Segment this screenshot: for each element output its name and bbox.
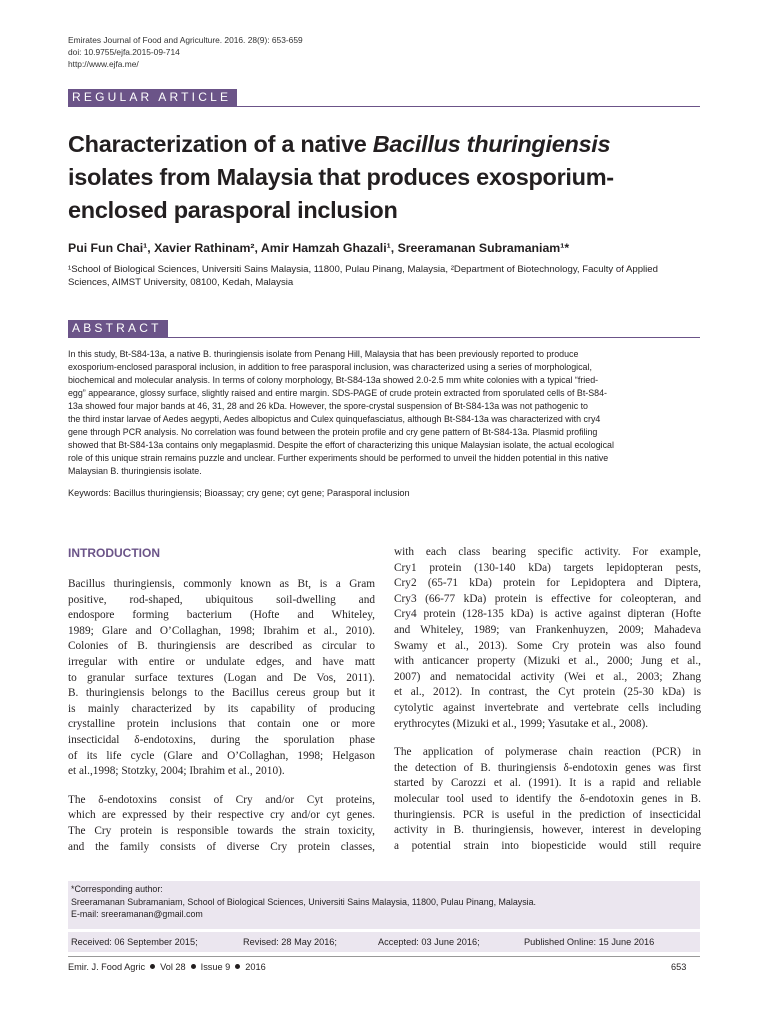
body-line: The application of polymerase chain reaction (PCR) in: [394, 746, 701, 759]
title-line-3: enclosed parasporal inclusion: [68, 197, 398, 223]
body-line: activity in B. thuringiensis, however, interest in developing: [394, 824, 701, 837]
abstract-line: exosporium-enclosed parasporal inclusion, in addition to free parasporal inclusion, was characterized using a series of morphological,: [68, 362, 592, 372]
bullet-icon: [235, 964, 240, 969]
abstract-line: role of this unique strain remains puzzle and unclear. Further experiments should be performed to unveil the hidden potential in this native: [68, 453, 609, 463]
body-line: Cry2 (65-71 kDa) protein for Lepidoptera and Diptera,: [394, 577, 701, 590]
body-line: the detection of B. thuringiensis δ-endotoxin genes was first: [394, 761, 701, 774]
body-line: of its life cycle (Glare and O’Collaghan, 1998; Helgason: [68, 749, 375, 762]
revised-date: Revised: 28 May 2016;: [243, 937, 337, 947]
body-line: et al.,1998; Stotzky, 2004; Ibrahim et al., 2010).: [68, 765, 285, 778]
body-line: The δ-endotoxins consist of Cry and/or Cyt proteins,: [68, 793, 375, 806]
journal-header: [68, 34, 303, 70]
left-column: [68, 577, 375, 855]
published-date: Published Online: 15 June 2016: [524, 937, 655, 947]
abstract-line: gene through PCR analysis. No correlation was found between the protein profile and cry gene pattern of Bt-S84-13a. Plasmid profiling: [68, 427, 598, 437]
correspondence-box: [68, 881, 700, 929]
body-line: with anticancer property (Mizuki et al., 2000; Jung et al.,: [394, 655, 701, 668]
body-line: insecticidal δ-endotoxins, during the sporulation phase: [68, 733, 375, 746]
body-line: is mainly characterized by its capability of producing: [68, 702, 375, 715]
accepted-date: Accepted: 03 June 2016;: [378, 937, 480, 947]
body-line: started by Carozzi et al. (1991). It is a rapid and reliable: [394, 777, 701, 790]
journal-citation: Emirates Journal of Food and Agriculture. 2016. 28(9): 653-659: [68, 35, 303, 45]
footer-issue: Issue 9: [200, 962, 231, 972]
body-line: B. thuringiensis belongs to the Bacillus cereus group but it: [68, 687, 375, 700]
title-species-name: Bacillus thuringiensis: [372, 131, 611, 157]
correspondence-email[interactable]: E-mail: sreeramanan@gmail.com: [71, 909, 203, 919]
affiliation-line: Sciences, AIMST University, 08100, Kedah, Malaysia: [68, 277, 294, 288]
article-title: [68, 128, 708, 227]
body-line: 1989; Glare and O’Collaghan, 1998; Ibrahim et al., 2010).: [68, 624, 375, 637]
title-line-1: [68, 128, 708, 161]
abstract-line: In this study, Bt-S84-13a, a native B. thuringiensis isolate from Penang Hill, Malaysia that has been previously reported to produce: [68, 349, 579, 359]
bullet-icon: [150, 964, 155, 969]
body-line: irregular with entire or undulate edges, and have matt: [68, 655, 375, 668]
body-line: crystalline protein inclusions that contain one or more: [68, 718, 375, 731]
body-line: and Whiteley, 1989; van Frankenhuyzen, 2009; Mahadeva: [394, 623, 701, 636]
journal-url[interactable]: http://www.ejfa.me/: [68, 59, 139, 69]
journal-doi: doi: 10.9755/ejfa.2015-09-714: [68, 47, 180, 57]
body-line: and the family consists of diverse Cry protein classes,: [68, 840, 375, 853]
abstract-line: egg” appearance, glossy surface, slightly raised and entire margin. SDS-PAGE of crude protein extracted from sporulated cells of Bt-S84-: [68, 388, 608, 398]
article-type-bar: [68, 89, 700, 107]
body-line: 2007) and nematocidal activity (Wei et al., 2003; Zhang: [394, 670, 701, 683]
footer-divider: [68, 956, 700, 957]
body-line: molecular tool used to identify the δ-endotoxin genes in B.: [394, 792, 701, 805]
body-line: cytolytic against invertebrate and vertebrate cells including: [394, 701, 701, 714]
right-column: [394, 545, 701, 854]
body-line: endospore forming bacterium (Hofte and Whiteley,: [68, 609, 375, 622]
footer-citation: [68, 962, 266, 972]
body-line: Colonies of B. thuringiensis are described as circular to: [68, 640, 375, 653]
body-line: Swamy et al., 2013). Some Cry protein was also found: [394, 639, 701, 652]
body-line: positive, rod-shaped, ubiquitous soil-dwelling and: [68, 593, 375, 606]
abstract-line: showed that Bt-S84-13a contains only megaplasmid. Despite the effort of characterizing this unique Malaysian isolate, the actual ecological: [68, 440, 614, 450]
body-line: Cry1 protein (130-140 kDa) targets lepidopteran pests,: [394, 561, 701, 574]
abstract-line: the third instar larvae of Aedes aegypti, Aedes albopictus and Culex quinquefasciatus, although Bt-S84-13a was characterized with cry4: [68, 414, 601, 424]
footer-journal: Emir. J. Food Agric: [68, 962, 146, 972]
abstract-line: biochemical and molecular analysis. In terms of colony morphology, Bt-S84-13a showed 2.0-2.5 mm white colonies with a typical “fried-: [68, 375, 599, 385]
body-line: Cry4 protein (128-135 kDa) is active against dipteran (Hofte: [394, 608, 701, 621]
abstract-label: ABSTRACT: [68, 320, 168, 337]
dates-box: [68, 932, 700, 952]
footer-year: 2016: [245, 962, 266, 972]
keywords: Keywords: Bacillus thuringiensis; Bioassay; cry gene; cyt gene; Parasporal inclusion: [68, 488, 410, 498]
abstract-line: Malaysian B. thuringiensis isolate.: [68, 466, 202, 476]
affiliation-line: ¹School of Biological Sciences, Universiti Sains Malaysia, 11800, Pulau Pinang, Malaysia, ²Department of Biotechnology, Faculty of Applied: [68, 264, 658, 275]
title-line-1-text: Characterization of a native: [68, 131, 373, 157]
abstract-body: [68, 348, 700, 478]
affiliations: [68, 263, 700, 289]
article-type-label: REGULAR ARTICLE: [68, 89, 237, 106]
body-line: which are expressed by their respective cry and/or cyt genes.: [68, 809, 375, 822]
page-number: 653: [671, 962, 687, 972]
abstract-bar: [68, 320, 700, 338]
title-line-2: isolates from Malaysia that produces exosporium-: [68, 164, 614, 190]
body-line: erythrocytes (Mizuki et al., 1999; Yasutake et al., 2008).: [394, 717, 649, 730]
body-line: to granular surface textures (Logan and De Vos, 2011).: [68, 671, 375, 684]
body-line: thuringiensis. PCR is useful in the prediction of insecticidal: [394, 808, 701, 821]
body-line: The Cry protein is responsible towards the strain toxicity,: [68, 824, 375, 837]
author-list: Pui Fun Chai¹, Xavier Rathinam², Amir Hamzah Ghazali¹, Sreeramanan Subramaniam¹*: [68, 241, 570, 255]
introduction-heading: INTRODUCTION: [68, 546, 160, 560]
abstract-line: 13a showed four major bands at 46, 31, 28 and 26 kDa. However, the spore-crystal suspension of Bt-S84-13a was not pathogenic to: [68, 401, 588, 411]
body-line: a potential strain into biopesticide would still require: [394, 839, 701, 852]
body-line: with each class bearing specific activity. For example,: [394, 546, 701, 558]
body-line: Cry3 (66-77 kDa) protein is effective for coleopteran, and: [394, 592, 701, 605]
body-line: et al., 2012). In contrast, the Cyt protein (25-30 kDa) is: [394, 686, 701, 699]
correspondence-label: *Corresponding author:: [71, 884, 163, 894]
bullet-icon: [191, 964, 196, 969]
footer-volume: Vol 28: [160, 962, 186, 972]
body-line: Bacillus thuringiensis, commonly known as Bt, is a Gram: [68, 578, 375, 590]
correspondence-address: Sreeramanan Subramaniam, School of Biological Sciences, Universiti Sains Malaysia, 11800, Pulau Pinang, Malaysia.: [71, 896, 537, 907]
received-date: Received: 06 September 2015;: [71, 937, 198, 947]
